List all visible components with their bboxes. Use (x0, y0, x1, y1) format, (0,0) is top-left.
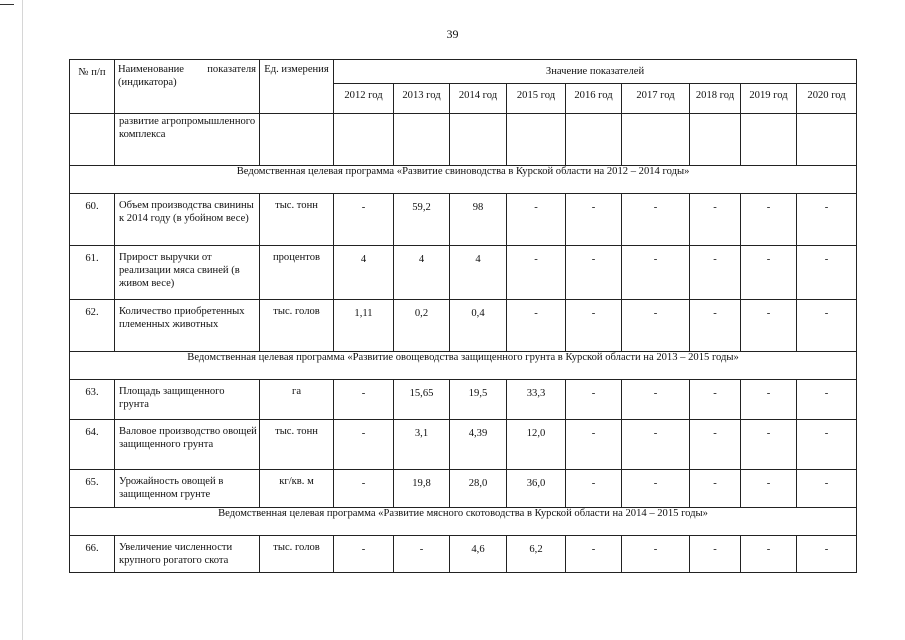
cell-unit: кг/кв. м (260, 470, 334, 508)
header-year: 2016 год (566, 84, 622, 114)
cell-name: Площадь защищенного грунта (115, 380, 260, 420)
cell-value: - (741, 470, 797, 508)
section-title: Ведомственная целевая программа «Развитие мясного скотоводства в Курской области на 2014 – 2015 годы» (70, 508, 857, 536)
cell-value (450, 114, 507, 166)
cell-value: 3,1 (394, 420, 450, 470)
cell-value: - (741, 380, 797, 420)
header-year: 2014 год (450, 84, 507, 114)
cell-value: 4 (450, 246, 507, 300)
cell-value: - (507, 246, 566, 300)
cell-value: 4,39 (450, 420, 507, 470)
cell-value: - (797, 246, 857, 300)
cell-value: - (394, 536, 450, 573)
cell-unit (260, 114, 334, 166)
cell-name: Прирост выручки от реализации мяса свиней (в живом весе) (115, 246, 260, 300)
table-row (70, 536, 857, 573)
cell-value: - (690, 470, 741, 508)
left-margin-rule (22, 0, 23, 640)
cell-value: - (797, 470, 857, 508)
cell-unit: тыс. голов (260, 300, 334, 352)
header-values-group: Значение показателей (334, 60, 857, 84)
table-row (70, 194, 857, 246)
cell-value: - (690, 420, 741, 470)
indicators-table (69, 59, 857, 573)
cell-value: - (334, 420, 394, 470)
cell-value: 15,65 (394, 380, 450, 420)
cell-value (334, 114, 394, 166)
cell-value: - (566, 420, 622, 470)
cell-unit: га (260, 380, 334, 420)
page-number: 39 (446, 27, 459, 41)
table-row (70, 380, 857, 420)
cell-value: 36,0 (507, 470, 566, 508)
cell-value: - (622, 470, 690, 508)
cell-num: 65. (70, 470, 115, 508)
header-year: 2020 год (797, 84, 857, 114)
table-header (70, 60, 857, 114)
cell-value: - (334, 380, 394, 420)
cell-value: - (566, 194, 622, 246)
section-title: Ведомственная целевая программа «Развитие свиноводства в Курской области на 2012 – 2014 годы» (70, 166, 857, 194)
header-year: 2017 год (622, 84, 690, 114)
cell-value: - (566, 300, 622, 352)
cell-value: 6,2 (507, 536, 566, 573)
cell-value: 28,0 (450, 470, 507, 508)
header-year: 2019 год (741, 84, 797, 114)
cell-value: - (690, 380, 741, 420)
cell-name: Объем производства свинины к 2014 году (в убойном весе) (115, 194, 260, 246)
cell-value: 19,8 (394, 470, 450, 508)
header-name: Наименование показателя (индикатора) (115, 60, 260, 114)
cell-value (690, 114, 741, 166)
cell-value: - (566, 470, 622, 508)
cell-value: - (622, 300, 690, 352)
cell-unit: тыс. голов (260, 536, 334, 573)
header-year: 2012 год (334, 84, 394, 114)
table-row (70, 246, 857, 300)
cell-num (70, 114, 115, 166)
cell-value: 4 (394, 246, 450, 300)
cell-name: Валовое производство овощей защищенного грунта (115, 420, 260, 470)
header-unit: Ед. измерения (260, 60, 334, 114)
corner-mark (0, 4, 14, 5)
cell-name: Количество приобретенных племенных животных (115, 300, 260, 352)
continuation-row (70, 114, 857, 166)
table-row (70, 300, 857, 352)
cell-value: - (566, 246, 622, 300)
cell-num: 64. (70, 420, 115, 470)
cell-value: 0,4 (450, 300, 507, 352)
table-row (70, 420, 857, 470)
section-title-row (70, 166, 857, 194)
header-year: 2018 год (690, 84, 741, 114)
cell-value (507, 114, 566, 166)
cell-name: Урожайность овощей в защищенном грунте (115, 470, 260, 508)
cell-value (394, 114, 450, 166)
cell-value: - (797, 536, 857, 573)
header-row-top (70, 60, 857, 84)
cell-value: - (690, 246, 741, 300)
cell-value: - (741, 300, 797, 352)
cell-value: - (334, 194, 394, 246)
cell-value (566, 114, 622, 166)
cell-value: - (797, 380, 857, 420)
cell-value: - (622, 536, 690, 573)
cell-name: Увеличение численности крупного рогатого скота (115, 536, 260, 573)
cell-value: - (741, 194, 797, 246)
section-title-row (70, 508, 857, 536)
cell-value: 33,3 (507, 380, 566, 420)
cell-value: 12,0 (507, 420, 566, 470)
cell-value: - (507, 300, 566, 352)
cell-value: - (741, 246, 797, 300)
table-row (70, 470, 857, 508)
cell-value: 19,5 (450, 380, 507, 420)
cell-value: - (622, 420, 690, 470)
table-body (70, 114, 857, 573)
cell-value: - (566, 380, 622, 420)
cell-value: - (334, 536, 394, 573)
cell-unit: тыс. тонн (260, 420, 334, 470)
cell-num: 62. (70, 300, 115, 352)
cell-num: 61. (70, 246, 115, 300)
cell-value: - (741, 536, 797, 573)
header-num: № п/п (70, 60, 115, 114)
cell-value (622, 114, 690, 166)
cell-value: 4,6 (450, 536, 507, 573)
cell-value: 1,11 (334, 300, 394, 352)
cell-value: 0,2 (394, 300, 450, 352)
cell-unit: тыс. тонн (260, 194, 334, 246)
section-title-row (70, 352, 857, 380)
cell-value: - (797, 420, 857, 470)
header-year: 2013 год (394, 84, 450, 114)
cell-value: - (690, 300, 741, 352)
cell-value: - (622, 246, 690, 300)
cell-num: 60. (70, 194, 115, 246)
cell-value: - (797, 194, 857, 246)
cell-value: - (690, 536, 741, 573)
cell-num: 66. (70, 536, 115, 573)
cell-value: - (622, 380, 690, 420)
cell-unit: процентов (260, 246, 334, 300)
cell-value: - (690, 194, 741, 246)
section-title: Ведомственная целевая программа «Развитие овощеводства защищенного грунта в Курской области на 2013 – 2015 годы» (70, 352, 857, 380)
cell-value: - (334, 470, 394, 508)
cell-value: 98 (450, 194, 507, 246)
cell-num: 63. (70, 380, 115, 420)
cell-value: - (741, 420, 797, 470)
cell-value: - (797, 300, 857, 352)
header-year: 2015 год (507, 84, 566, 114)
cell-value: 59,2 (394, 194, 450, 246)
cell-value: - (507, 194, 566, 246)
cell-name: развитие агропромышленного комплекса (115, 114, 260, 166)
cell-value (797, 114, 857, 166)
cell-value: - (566, 536, 622, 573)
cell-value: - (622, 194, 690, 246)
cell-value: 4 (334, 246, 394, 300)
cell-value (741, 114, 797, 166)
